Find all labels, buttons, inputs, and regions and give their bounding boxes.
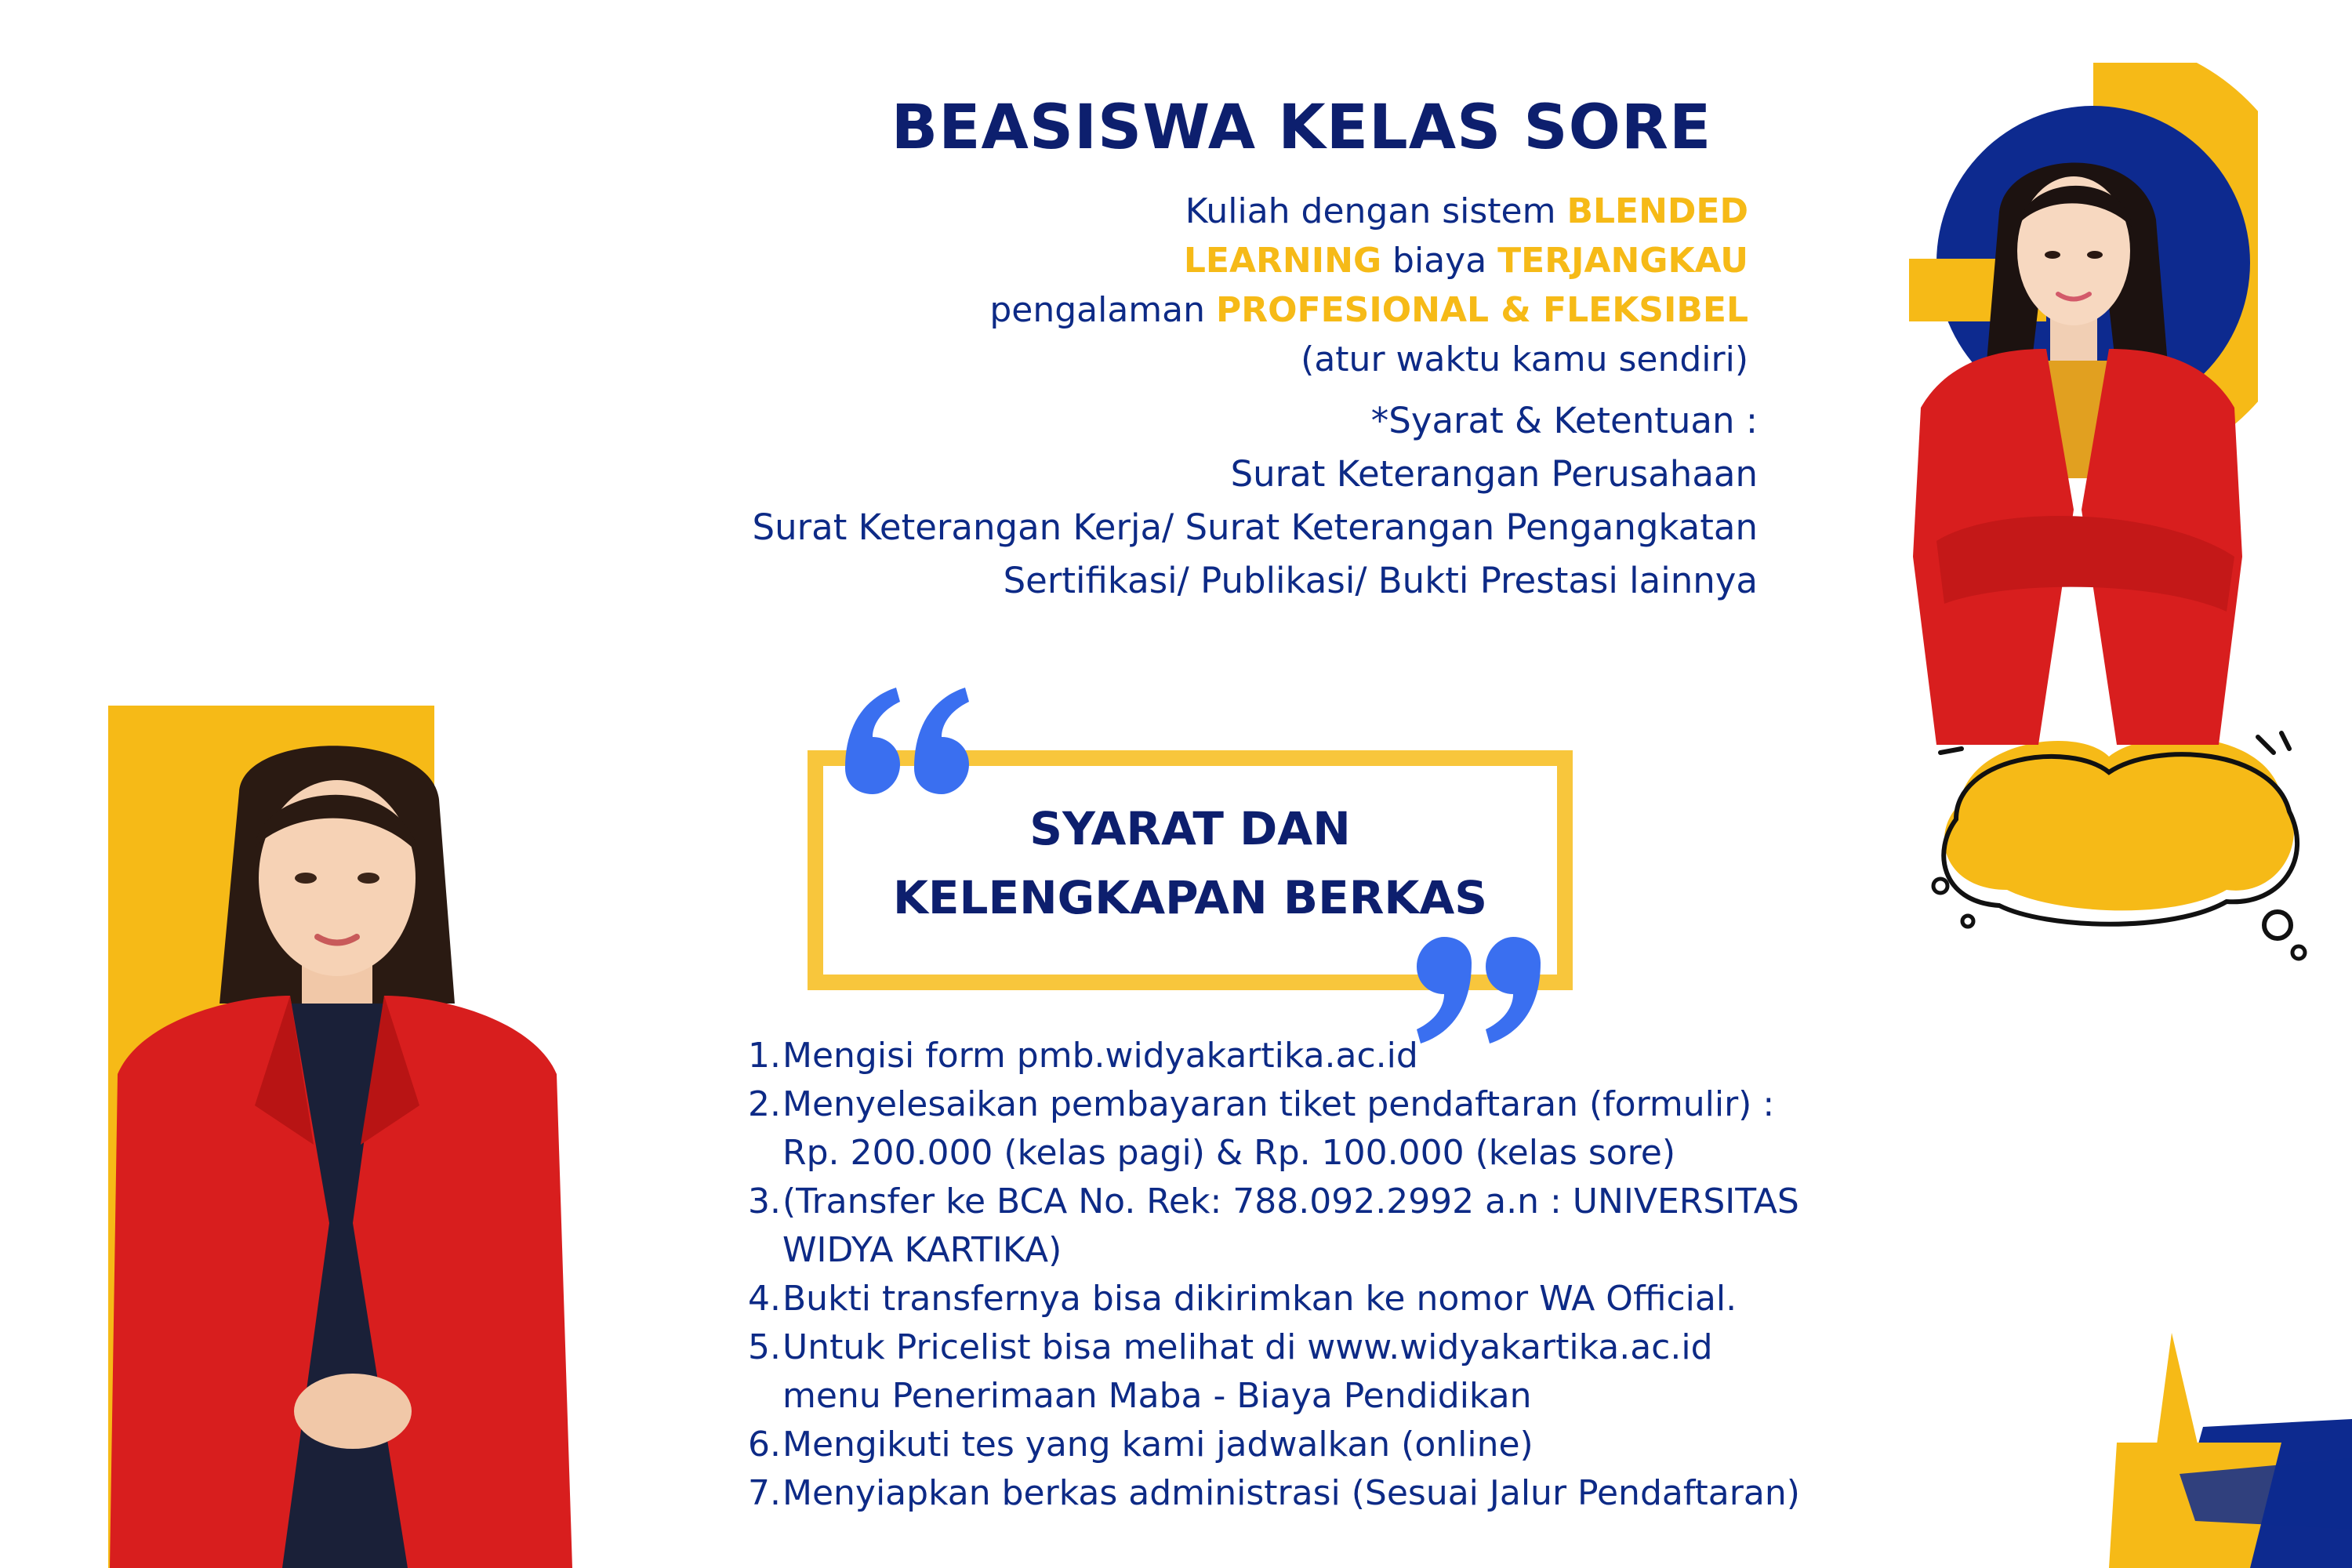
terms-item: Surat Keterangan Perusahaan: [1230, 453, 1758, 495]
tagline-highlight: LEARNING: [1183, 241, 1382, 281]
list-item: [737, 1275, 1866, 1323]
section-title: [808, 794, 1573, 932]
tagline-line-4: (atur waktu kamu sendiri): [1301, 339, 1748, 379]
list-item-text: Mengikuti tes yang kami jadwalkan (online): [782, 1425, 1534, 1465]
list-item-number: 4.: [748, 1279, 781, 1319]
decor-blob: [1913, 710, 2321, 968]
list-item: [737, 1421, 1866, 1469]
requirements-list: [737, 1032, 1866, 1518]
list-item-text-continued: menu Penerimaan Maba - Biaya Pendidikan: [782, 1376, 1532, 1416]
list-item: [737, 1080, 1866, 1178]
list-item: [737, 1178, 1866, 1275]
tagline-text: pengalaman: [989, 290, 1217, 330]
section-title-line-1: SYARAT DAN: [1029, 802, 1351, 855]
tagline-text: Kuliah dengan sistem: [1185, 191, 1567, 231]
tagline-highlight: PROFESIONAL & FLEKSIBEL: [1216, 290, 1748, 330]
tagline-line-3: [651, 285, 1748, 335]
terms-heading: *Syarat & Ketentuan :: [1370, 400, 1758, 441]
list-item-number: 3.: [748, 1181, 781, 1221]
decor-corner-shapes: [2085, 1325, 2352, 1568]
list-item-text-continued: WIDYA KARTIKA): [782, 1230, 1062, 1270]
list-item-number: 7.: [748, 1473, 781, 1513]
list-item-text: Menyiapkan berkas administrasi (Sesuai Jalur Pendaftaran): [782, 1473, 1800, 1513]
person-photo-left: [94, 737, 596, 1568]
list-item: [737, 1032, 1866, 1080]
open-quote-icon: [837, 686, 978, 796]
list-item-text-continued: Rp. 200.000 (kelas pagi) & Rp. 100.000 (kelas sore): [782, 1133, 1676, 1173]
list-item-number: 6.: [748, 1425, 781, 1465]
tagline-highlight: BLENDED: [1566, 191, 1748, 231]
list-item-number: 1.: [748, 1036, 781, 1076]
section-title-line-2: KELENGKAPAN BERKAS: [892, 871, 1488, 924]
terms-item: Sertifikasi/ Publikasi/ Bukti Prestasi lainnya: [1003, 560, 1758, 601]
list-item-text: Menyelesaikan pembayaran tiket pendaftaran (formulir) :: [782, 1084, 1775, 1124]
page-title: BEASISWA KELAS SORE: [891, 93, 1712, 163]
list-item-text: Untuk Pricelist bisa melihat di www.widyakartika.ac.id: [782, 1327, 1713, 1367]
tagline-line-2: [651, 236, 1748, 285]
terms-item: Surat Keterangan Kerja/ Surat Keterangan Pengangkatan: [752, 506, 1758, 548]
list-item-text: Bukti transfernya bisa dikirimkan ke nomor WA Official.: [782, 1279, 1737, 1319]
person-photo-right: [1905, 149, 2258, 745]
list-item-text: (Transfer ke BCA No. Rek: 788.092.2992 a.n : UNIVERSITAS: [782, 1181, 1799, 1221]
list-item-number: 5.: [748, 1327, 781, 1367]
close-quote-icon: [1407, 935, 1548, 1045]
tagline-line-1: [651, 187, 1748, 236]
list-item: [737, 1469, 1866, 1518]
list-item-text: Mengisi form pmb.widyakartika.ac.id: [782, 1036, 1418, 1076]
tagline: [651, 187, 1748, 384]
list-item: [737, 1323, 1866, 1421]
tagline-highlight: TERJANGKAU: [1497, 241, 1748, 281]
terms-block: [503, 394, 1758, 608]
list-item-number: 2.: [748, 1084, 781, 1124]
tagline-text: biaya: [1381, 241, 1498, 281]
